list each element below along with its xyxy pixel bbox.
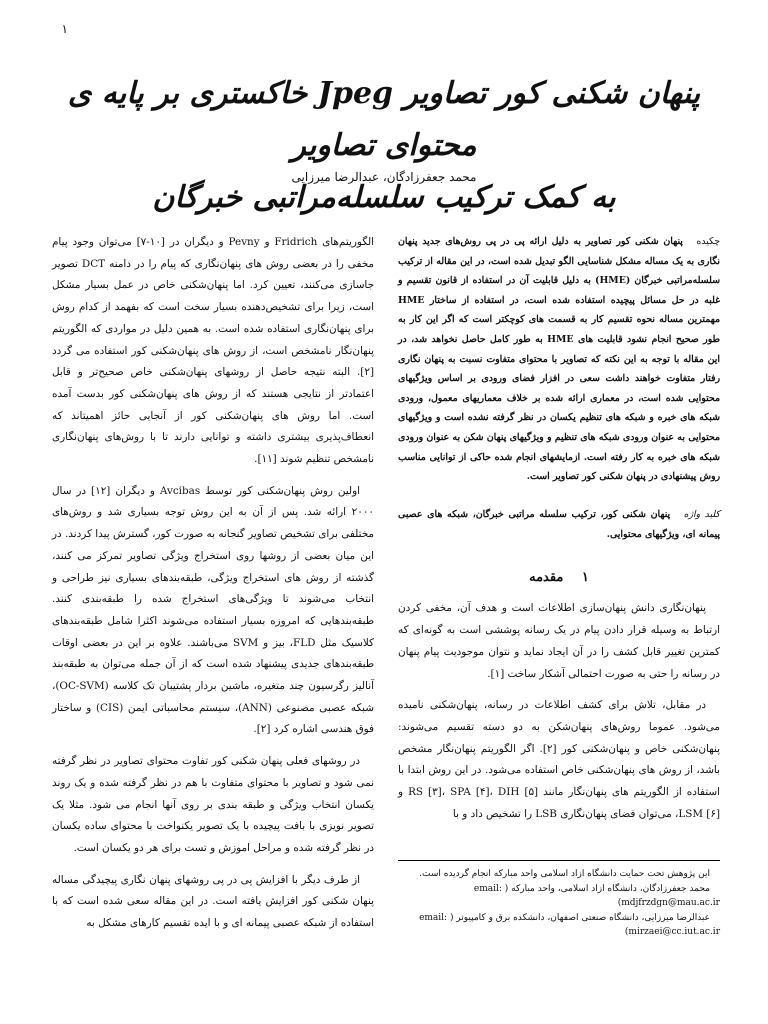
footnotes — [398, 860, 720, 940]
author-list: محمد جعفرزادگان، عبدالرضا میرزایی — [291, 170, 477, 184]
abstract-label: چکیده — [696, 236, 720, 247]
right-column — [398, 232, 720, 835]
body-paragraph: الگوریتم‌های Fridrich و Pevny و دیگران در [۱۰-۷] می‌توان وجود پیام مخفی را در بعضی روش های پنهان‌نگاری که پیام را در دامنه DCT تصویر جاسازی می‌کنند، تعیین کرد. اما پنهان‌شکنی خاص در عمل بسیار مشکل است، زیرا برای تشخیص‌دهنده بسیار سخت است که بفهمد از کدام روش برای پنهان‌نگاری استفاده شده است. به همین دلیل در مواردی که الگوریتم پنهان‌نگار نامشخص است، از روش های پنهان‌شکنی کور استفاده می گردد [۲]. البته نتیجه حاصل از روشهای پنهان‌شکنی خاص صحیح‌تر و قابل اعتمادتر از نتایجی هستند که از روش های پنهان‌شکنی کور بدست آمده است. اما روش های پنهان‌شکنی کور از آنجایی حائز اهمیتاند که انعطاف‌پذیری بیشتری داشته و توانایی دارند تا با روش‌های پنهان‌نگاری نامشخص تنظیم شوند [۱۱]. — [52, 236, 375, 466]
body-paragraph: از طرف دیگر با افزایش پی در پی روشهای پنهان نگاری پیچیدگی مساله پنهان شکنی کور افزایش یافته است. در این مقاله سعی شده است که با استفاده از شبکه عصبی پیمانه ای و با ایده تقسیم کارهای مشکل به — [52, 873, 374, 930]
section-number: ۱ — [581, 569, 589, 585]
keywords-text: پنهان شکنی کور، ترکیب سلسله مراتبی خبرگان، شبکه های عصبی پیمانه ای، ویژگیهای محتوایی. — [398, 508, 720, 540]
abstract-text: پنهان شکنی کور تصاویر به دلیل ارائه پی در پی روش‌های جدید پنهان نگاری به یک مساله مشکل شناسایی الگو تبدیل شده است، در این مقاله از ترکیب سلسله‌مراتبی خبرگان (HME) به دلیل قابلیت آن در استفاده از قانون تقسیم و غلبه در حل مسائل پیچیده استفاده شده است، در استفاده از ساختار HME مهمترین مساله نحوه تقسیم کار به قسمت های کوچکتر است که اگر این کار به طور صحیح انجام نشود قابلیت های HME به طور کامل حاصل نخواهد شد، در این مقاله با توجه به این نکته که تصاویر با محتوای متفاوت نسبت به پنهان نگاری رفتار متفاوت خواهند داشت سعی در افزار فضای ورودی بر اساس ویژگیهای محتوایی شده است، در معماری ارائه شده بر خلاف معماریهای معمول، ورودی شبکه های خبره و شبکه های تنظیم یکسان در نظر گرفته نشده است و ویژگیهای محتوایی به عنوان ورودی شبکه های تنظیم و ویژگیهای پنهان شکن به عنوان ورودی شبکه های خبره به کار رفته است. ازمایشهای انجام شده حاکی از توانایی مناسب روش پیشنهادی در پنهان شکنی کور تصاویر است. — [398, 236, 720, 483]
paper-title — [40, 68, 728, 224]
title-line-1: پنهان شکنی کور تصاویر Jpeg خاکستری بر پایه ی محتوای تصاویر — [67, 76, 701, 163]
body-paragraph: در روشهای فعلی پنهان شکنی کور تفاوت محتوای تصاویر در نظر گرفته نمی شود و تصاویر با محتوای متفاوت با هم در نظر گرفته شده و یک روند یکسان انتخاب ویژگی و طبقه بندی بر روی آنها انجام می شود. مثلا یک تصویر نویزی با بافت پیچیده با یک تصویر یکنواخت با محتوای ساده یکسان در نظر گرفته شده و مراحل اموزش و تست برای هر دو یکسان است. — [52, 755, 374, 854]
section-title: مقدمه — [529, 569, 564, 585]
footnote-author-1: محمد جعفرزادگان، دانشگاه ازاد اسلامی، واحد مبارکه ( email: mdjfrzdgn@mau.ac.ir) — [473, 883, 720, 908]
footnote-funding: این پژوهش تحت حمایت دانشگاه ازاد اسلامی واحد مبارکه انجام گردیده است. — [419, 869, 710, 879]
keywords-label: کلید واژه — [683, 508, 720, 520]
body-paragraph: اولین روش پنهان‌شکنی کور توسط Avcibas و دیگران [۱۲] در سال ۲۰۰۰ ارائه شد. پس از آن به این روش توجه بسیاری شد و روش‌های مختلفی برای تشخیص تصاویر گنجانه به صورت کور، گسترش پیدا کردند. در این میان بعضی از روشها روی استخراج ویژگی تصاویر تمرکز می کنند، گذشته از روش های استخراج ویژگی، طبقه‌بندهای بسیاری نیز طراحی و انتخاب می‌شوند تا ویژگی‌های استخراج شده را طبقه‌بندی کنند. طبقه‌بندهایی که امروزه بسیار استفاده می‌شوند اکثرا شامل طبقه‌بندهای کلاسیک مثل FLD، بیز و SVM می‌باشند. علاوه بر این در بعضی اوقات طبقه‌بندهای جدیدی پیشنهاد شده است که از آن جمله می‌توان به طبقه‌بند آنالیز رگرسیون چند متغیره، ماشین بردار پشتیبان تک کلاسه (OC-SVM)، شبکه عصبی مصنوعی (ANN)، سیستم محاسباتی ایمن (CIS) و ساختار فوق هندسی اشاره کرد [۲]. — [52, 484, 375, 736]
section-heading-intro — [398, 567, 720, 589]
abstract — [398, 232, 720, 487]
left-column — [52, 232, 374, 945]
title-line-2: به کمک ترکیب سلسله‌مراتبی خبرگان — [152, 180, 616, 215]
intro-paragraph: در مقابل، تلاش برای کشف اطلاعات در رسانه، پنهان‌شکنی نامیده می‌شود. عموما روش‌های پنهان‌شکن به دو دسته تقسیم می‌شوند: پنهان‌شکنی خاص و پنهان‌شکنی کور [۲]. اگر الگوریتم پنهان‌نگار مشخص باشد، از روش های پنهان‌شکنی خاص استفاده می‌شود. در این روش ابتدا با استفاده از الگوریتم های پنهان‌نگار مانند RS [۳]، SPA [۴]، DIH [۵] و LSM [۶]، می‌توان فضای پنهان‌نگاری LSB را تشخیص داد و با — [398, 699, 721, 820]
footnote-author-2: عبدالرضا میرزایی، دانشگاه صنعتی اصفهان، دانشکده برق و کامپیوتر ( email: mirzaei@cc.iut.ac.ir) — [419, 912, 720, 937]
intro-paragraph: پنهان‌نگاری دانش پنهان‌سازی اطلاعات است و هدف آن، مخفی کردن ارتباط به وسیله قرار دادن پیام در یک رسانه پوششی است به گونه‌ای که کمترین تغییر قابل کشف را در آن ایجاد نماید و نتوان موجودیت پیام پنهان در رسانه را حتی به صورت احتمالی آشکار ساخت [۱]. — [398, 602, 720, 680]
keywords — [398, 505, 720, 545]
page-number: ۱ — [61, 22, 68, 36]
